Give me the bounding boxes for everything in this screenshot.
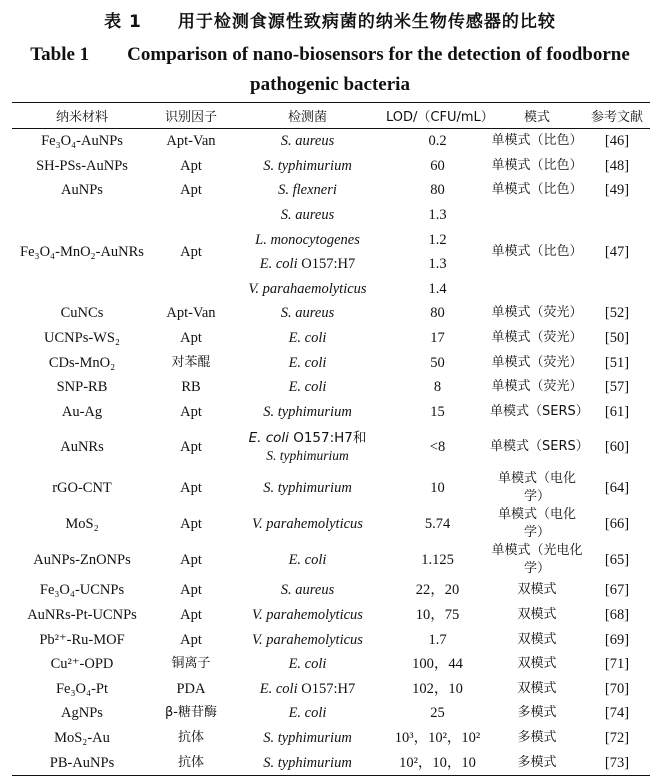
- cell-reference: [57]: [604, 379, 630, 396]
- cell-lod: 5.74: [424, 516, 451, 533]
- cell-mode: 双模式: [517, 656, 557, 672]
- cell-reference: [69]: [604, 631, 630, 648]
- cell-bacteria: E. coli: [288, 705, 327, 722]
- cell-lod: 80: [430, 305, 445, 322]
- cell-bacteria: S. aureus: [280, 133, 335, 150]
- cell-recognition-factor: RB: [181, 379, 201, 396]
- cell-recognition-factor: Apt: [180, 480, 202, 497]
- table-row: [12, 326, 650, 351]
- cell-material: SNP-RB: [56, 379, 108, 396]
- table-row: [12, 424, 650, 470]
- cell-recognition-factor: β-糖苷酶: [165, 705, 217, 721]
- cell-material: AuNRs-Pt-UCNPs: [27, 607, 137, 624]
- cell-reference: [48]: [604, 157, 630, 174]
- cell-mode: 单模式（荧光）: [491, 305, 583, 321]
- cell-bacteria: V. parahemolyticus: [252, 516, 363, 533]
- comparison-table: [12, 102, 650, 776]
- cell-bacteria: S. aureus: [280, 305, 335, 322]
- cell-material: rGO-CNT: [52, 480, 112, 497]
- table-row: [12, 178, 650, 203]
- cell-material: Fe₃O₄-MnO₂-AuNRs: [20, 243, 144, 260]
- cell-bacteria: S. typhimurium: [263, 729, 352, 746]
- header-bacteria: 检测菌: [230, 103, 385, 129]
- table-row: [12, 154, 650, 179]
- cell-recognition-factor: Apt: [180, 631, 202, 648]
- cell-lod: 1.3: [428, 207, 447, 224]
- cell-reference: [64]: [604, 480, 630, 497]
- cell-lod: 10: [430, 480, 445, 497]
- cell-reference: [46]: [604, 133, 630, 150]
- table-row: [12, 129, 650, 154]
- cell-reference: [66]: [604, 516, 630, 533]
- table-row: [12, 203, 650, 228]
- cell-lod: 60: [430, 157, 445, 174]
- cell-material: Au-Ag: [61, 403, 103, 420]
- cell-material: UCNPs-WS₂: [44, 330, 120, 347]
- cell-recognition-factor: Apt: [180, 582, 202, 599]
- cell-material: MoS₂: [65, 516, 99, 533]
- cell-bacteria: E. coli: [288, 656, 327, 673]
- cell-bacteria: S. typhimurium: [263, 480, 352, 497]
- cell-recognition-factor: Apt: [180, 607, 202, 624]
- cell-material: Fe₃O₄-AuNPs: [41, 133, 123, 150]
- table-row: [12, 677, 650, 702]
- cell-mode: 单模式（荧光）: [491, 379, 583, 395]
- cell-material: PB-AuNPs: [12, 750, 152, 775]
- table-row: [12, 726, 650, 751]
- cell-recognition-factor: Apt: [180, 403, 202, 420]
- cell-lod: 1.2: [428, 231, 447, 248]
- cell-material: AuNRs: [60, 439, 104, 456]
- cell-mode: 双模式: [517, 582, 557, 598]
- cell-lod: 10²，10，10: [385, 750, 490, 775]
- table-row: [12, 375, 650, 400]
- cell-lod: 10³，10²，10²: [394, 729, 481, 746]
- cell-mode: 单模式（荧光）: [491, 330, 583, 346]
- cell-lod: 25: [430, 705, 445, 722]
- cell-material: SH-PSs-AuNPs: [36, 157, 128, 174]
- cell-material: Fe₃O₄-UCNPs: [39, 582, 125, 599]
- cell-mode: 单模式（荧光）: [491, 354, 583, 370]
- cell-mode: 单模式（比色）: [491, 182, 583, 198]
- cell-mode: 多模式: [517, 729, 557, 745]
- bacteria-line: S. typhimurium: [266, 448, 349, 464]
- cell-lod: 100，44: [412, 656, 463, 673]
- cell-lod: 17: [430, 330, 445, 347]
- cell-reference: [52]: [604, 305, 630, 322]
- cell-recognition-factor: 抗体: [177, 729, 204, 745]
- table-row: [12, 301, 650, 326]
- cell-bacteria: V. parahaemolyticus: [248, 280, 367, 297]
- cell-reference: [72]: [604, 729, 630, 746]
- table-row: [12, 603, 650, 628]
- cell-bacteria: E. coli: [288, 379, 327, 396]
- cell-bacteria: E. coli O157:H7: [259, 256, 356, 273]
- header-lod: LOD/（CFU/mL）: [385, 103, 490, 129]
- cell-lod: 15: [430, 403, 445, 420]
- cell-bacteria: E. coli: [288, 552, 327, 569]
- cell-material: Fe₃O₄-Pt: [55, 680, 108, 697]
- cell-bacteria: [230, 424, 385, 470]
- header-reference: 参考文献: [584, 103, 650, 129]
- cell-reference: [60]: [604, 439, 630, 456]
- cell-recognition-factor: PDA: [176, 680, 206, 697]
- table-row: [12, 506, 650, 542]
- cell-reference: [50]: [604, 330, 630, 347]
- cell-recognition-factor: Apt: [180, 330, 202, 347]
- cell-bacteria: L. monocytogenes: [255, 231, 360, 248]
- cell-material: CDs-MnO₂: [48, 354, 116, 371]
- cell-recognition-factor: 对苯醌: [171, 354, 211, 370]
- table-row: [12, 750, 650, 775]
- cell-lod: 1.3: [428, 256, 447, 273]
- cell-mode: 双模式: [517, 607, 557, 623]
- cell-mode: 单模式（比色）: [491, 133, 583, 149]
- cell-bacteria: S. typhimurium: [263, 157, 352, 174]
- cell-mode: 单模式（比色）: [491, 243, 583, 259]
- cell-reference: [68]: [604, 607, 630, 624]
- cell-mode: 单模式（SERS）: [490, 439, 589, 455]
- cell-bacteria: S. typhimurium: [263, 403, 352, 420]
- cell-mode: 单模式（电化学）: [497, 471, 576, 505]
- cell-recognition-factor: Apt: [180, 552, 202, 569]
- cell-material: CuNCs: [60, 305, 104, 322]
- cell-recognition-factor: Apt: [180, 439, 202, 456]
- table-row: [12, 470, 650, 506]
- cell-mode: 单模式（光电化学）: [491, 543, 583, 577]
- table-row: [12, 652, 650, 677]
- cell-reference: [73]: [584, 750, 650, 775]
- bacteria-line: E. coli O157:H7和: [248, 430, 367, 447]
- cell-lod: 1.7: [428, 631, 447, 648]
- table-row: [12, 400, 650, 425]
- table-body: [12, 129, 650, 776]
- table-row: [12, 627, 650, 652]
- cell-mode: 单模式（SERS）: [490, 403, 589, 419]
- cell-reference: [74]: [604, 705, 630, 722]
- cell-lod: 1.125: [421, 552, 454, 569]
- cell-mode: 单模式（比色）: [491, 157, 583, 173]
- table-row: [12, 350, 650, 375]
- cell-mode: 双模式: [517, 631, 557, 647]
- header-recognition-factor: 识别因子: [152, 103, 230, 129]
- table-caption-english: [0, 40, 660, 100]
- header-mode: 模式: [490, 103, 584, 129]
- cell-bacteria: V. parahemolyticus: [252, 631, 363, 648]
- cell-material: AgNPs: [61, 705, 103, 722]
- cell-material: Cu²⁺-OPD: [50, 656, 114, 673]
- cell-bacteria: S. typhimurium: [230, 750, 385, 775]
- caption-english-line-2: pathogenic bacteria: [250, 74, 410, 95]
- cell-material: Pb²⁺-Ru-MOF: [39, 631, 125, 648]
- cell-lod: 0.2: [428, 133, 447, 150]
- caption-english-line-1: Table 1 Comparison of nano-biosensors for the detection of foodborne: [30, 44, 630, 65]
- cell-lod: 22，20: [415, 582, 460, 599]
- cell-lod: 50: [430, 354, 445, 371]
- cell-recognition-factor: Apt-Van: [166, 133, 216, 150]
- cell-bacteria: E. coli: [288, 354, 327, 371]
- cell-lod: <8: [429, 439, 446, 456]
- cell-recognition-factor: Apt-Van: [166, 305, 216, 322]
- cell-lod: 80: [430, 182, 445, 199]
- cell-reference: [71]: [604, 656, 630, 673]
- cell-lod: 102，10: [412, 680, 463, 697]
- table-row: [12, 578, 650, 603]
- table-row: [12, 701, 650, 726]
- cell-material: AuNPs: [61, 182, 103, 199]
- cell-mode: 多模式: [490, 750, 584, 775]
- cell-bacteria: S. aureus: [280, 582, 335, 599]
- header-material: 纳米材料: [12, 103, 152, 129]
- cell-mode: 双模式: [517, 680, 557, 696]
- cell-reference: [49]: [604, 182, 630, 199]
- cell-recognition-factor: Apt: [180, 157, 202, 174]
- cell-bacteria: S. aureus: [280, 207, 335, 224]
- cell-recognition-factor: Apt: [180, 243, 202, 260]
- table-caption-chinese: 表 1 用于检测食源性致病菌的纳米生物传感器的比较: [104, 12, 556, 32]
- cell-reference: [65]: [604, 552, 630, 569]
- header-row: [12, 103, 650, 129]
- cell-recognition-factor: 铜离子: [171, 656, 211, 672]
- cell-recognition-factor: 抗体: [152, 750, 230, 775]
- cell-bacteria: E. coli O157:H7: [259, 680, 356, 697]
- cell-bacteria: E. coli: [288, 330, 327, 347]
- cell-material: MoS₂-Au: [54, 729, 110, 746]
- cell-reference: [70]: [604, 680, 630, 697]
- cell-recognition-factor: Apt: [180, 516, 202, 533]
- table-row: [12, 542, 650, 578]
- cell-lod: 1.4: [428, 280, 447, 297]
- cell-reference: [67]: [604, 582, 630, 599]
- cell-lod: 8: [433, 379, 442, 396]
- cell-reference: [61]: [604, 403, 630, 420]
- cell-reference: [51]: [604, 354, 630, 371]
- cell-bacteria: V. parahemolyticus: [252, 607, 363, 624]
- cell-material: AuNPs-ZnONPs: [33, 552, 131, 569]
- cell-recognition-factor: Apt: [180, 182, 202, 199]
- cell-reference: [47]: [604, 243, 630, 260]
- cell-mode: 多模式: [517, 705, 557, 721]
- cell-lod: 10，75: [415, 607, 460, 624]
- cell-mode: 单模式（电化学）: [497, 507, 576, 541]
- cell-bacteria: S. flexneri: [278, 182, 337, 199]
